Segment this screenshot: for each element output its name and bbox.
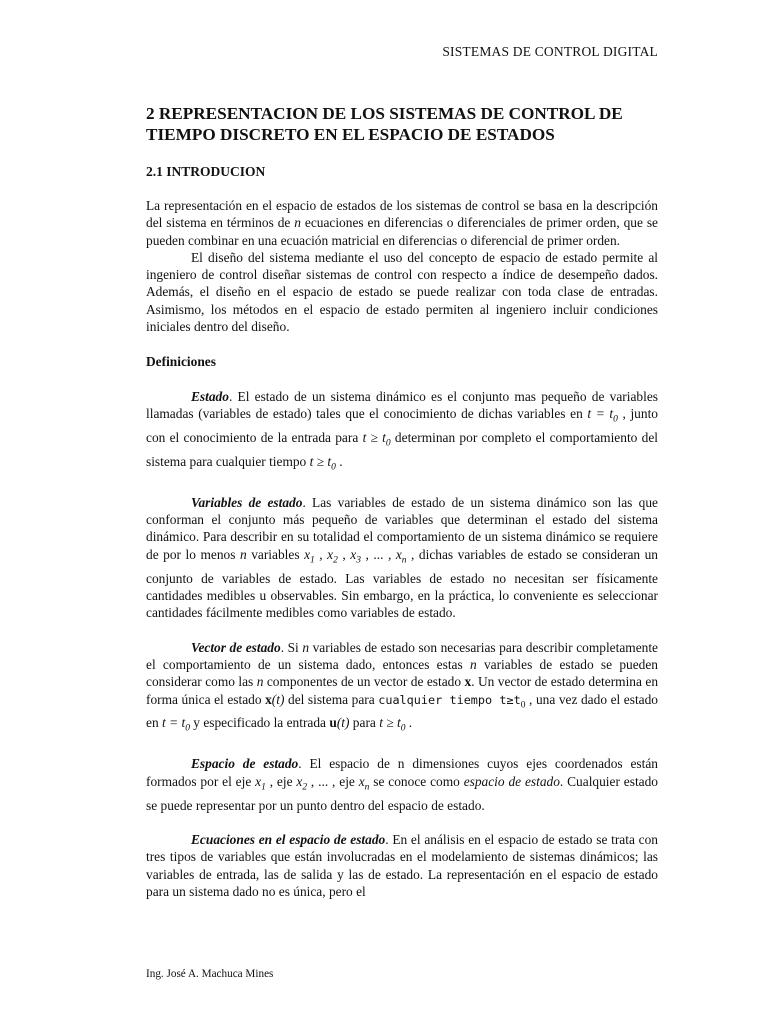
design-paragraph: El diseño del sistema mediante el uso del concepto de espacio de estado permite al ingeniero de control diseñar sistemas de control con respecto a índice de desempeño dados. Además, el diseño en el espacio de estado se puede realizar con toda clase de entradas. Asimismo, los métodos en el espacio de estado permiten al ingeniero incluir condiciones iniciales dentro del diseño.	[146, 249, 658, 335]
vector-paragraph: Vector de estado. Si n variables de estado son necesarias para describir completamente el comportamiento de un sistema dado, entonces estas n variables de estado se pueden considerar como las n componentes de un vector de estado x. Un vector de estado determina en forma única el estado x(t) del sistema para cualquier tiempo $t\ge t_0$ , una vez dado el estado en $t = t_0$ y especificado la entrada u(t) para $t \ge t_0$ .	[146, 639, 659, 735]
definitions-heading: Definiciones	[146, 354, 216, 370]
chapter-title	[146, 103, 660, 145]
estado-term: Estado	[191, 388, 229, 404]
ecuaciones-term: Ecuaciones en el espacio de estado	[191, 832, 386, 848]
page-footer-author: Ing. José A. Machuca Mines	[146, 968, 274, 980]
vector-term: Vector de estado	[191, 639, 281, 655]
ecuaciones-paragraph: Ecuaciones en el espacio de estado. En el análisis en el espacio de estado se trata con tres tipos de variables que están involucradas en el modelamiento de sistemas dinámicos; las variables de entrada, las de salida y las de estado. La representación en el espacio de estado para un sistema dado no es única, pero el	[146, 832, 658, 899]
espacio-paragraph: Espacio de estado. El espacio de n dimensiones cuyos ejes coordenados están formados por el eje $x_1$ , eje $x_2$ , ... , eje $x_n$ se conoce como espacio de estado. Cualquier estado se puede representar por un punto dentro del espacio de estado.	[146, 756, 658, 813]
chapter-title-line1: 2 REPRESENTACION DE LOS SISTEMAS DE CONTROL DE	[146, 104, 623, 123]
variables-paragraph: Variables de estado. Las variables de estado de un sistema dinámico son las que conforman el conjunto más pequeño de variables que determinan el estado del sistema dinámico. Para describir en su totalidad el comportamiento de un sistema dinámico se requiere de por lo menos n variables $x_1$ , $x_2$ , $x_3$ , ... , $x_n$ , dichas variables de estado se consideran un conjunto de variables de estado. Las variables de estado no necesitan ser físicamente cantidades medibles u observables. Sin embargo, en la práctica, lo conveniente es seleccionar cantidades fácilmente medibles como variables de estado.	[146, 494, 659, 621]
estado-paragraph: Estado. El estado de un sistema dinámico es el conjunto mas pequeño de variables llamadas (variables de estado) tales que el conocimiento de dichas variables en $t = t_0$ , junto con el conocimiento de la entrada para $t \ge t_0$ determinan por completo el comportamiento del sistema para cualquier tiempo $t \ge t_0$ .	[146, 388, 658, 473]
running-header: SISTEMAS DE CONTROL DIGITAL	[442, 44, 658, 59]
body-text	[146, 197, 658, 900]
variables-term: Variables de estado	[191, 494, 303, 510]
espacio-term: Espacio de estado	[191, 756, 299, 772]
intro-paragraph: La representación en el espacio de estados de los sistemas de control se basa en la descripción del sistema en términos de n ecuaciones en diferencias o diferenciales de primer orden, que se pueden combinar en una ecuación matricial en diferencias o diferencial de primer orden.	[146, 198, 658, 248]
section-heading: 2.1 INTRODUCION	[146, 164, 266, 179]
chapter-title-line2: TIEMPO DISCRETO EN EL ESPACIO DE ESTADOS	[146, 125, 555, 144]
